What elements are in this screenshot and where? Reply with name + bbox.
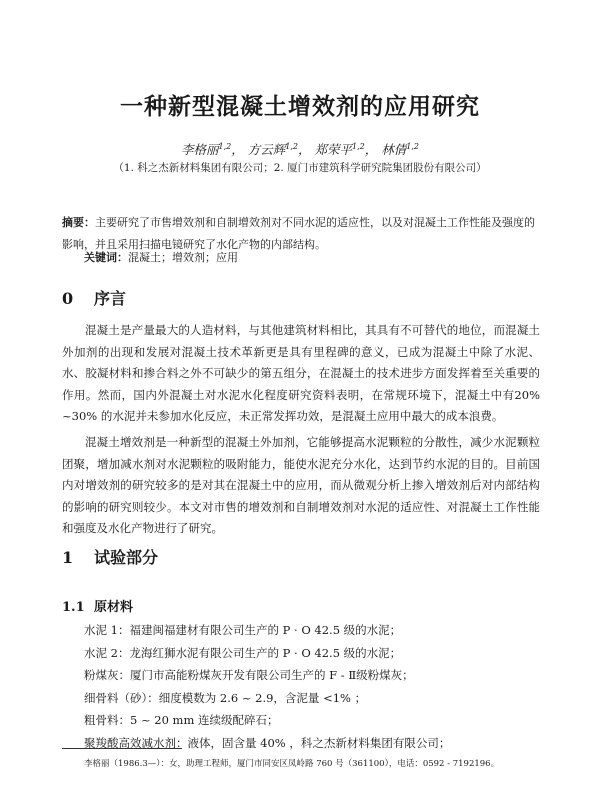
section-heading-experiment: [62, 545, 158, 568]
affiliation: （1. 科之杰新材料集团有限公司；2. 厦门市建筑科学研究院集团股份有限公司）: [113, 162, 487, 174]
author-name: 方云辉: [247, 142, 286, 157]
keywords: [84, 249, 538, 265]
author-name: 郑荣平: [314, 142, 352, 157]
list-item: 粉煤灰：厦门市高能粉煤灰开发有限公司生产的 F - Ⅱ级粉煤灰；: [84, 668, 414, 682]
subsection-title: 原材料: [94, 600, 134, 615]
section-number: 0: [62, 289, 74, 308]
author-affil-mark: 1,2: [352, 141, 365, 151]
footnote-divider: [62, 748, 182, 749]
abstract-label: 摘要：: [62, 216, 95, 229]
subsection-number: 1.1: [62, 600, 85, 615]
materials-list: [84, 619, 540, 754]
list-item: 粗骨料：5 ~ 20 mm 连续级配碎石；: [84, 713, 279, 727]
intro-paragraph-1: 混凝土是产量最大的人造材料，与其他建筑材料相比，其具有不可替代的地位，而混凝土外加剂的出现和发展对混凝土技术革新更是具有里程碑的意义，已成为混凝土中除了水泥、水、胶凝材料和掺合料之外不可缺少的第五组分，在混凝土的技术进步方面发挥着至关重要的作用。然而，国内外混凝土对水泥水化程度研究资料表明，在常规环境下，混凝土中有20% ~30% 的水泥并未参加水化反应，未正常发挥功效，是混凝土应用中最大的成本浪费。: [62, 323, 540, 423]
section-heading-intro: [62, 286, 126, 309]
section-title: 序言: [94, 289, 127, 308]
footnote: 李格丽（1986.3—）：女，助理工程师，厦门市同安区凤岭路 760 号（361100），电话：0592 - 7192196。: [84, 759, 500, 769]
subsection-heading-materials: [62, 596, 133, 615]
section-number: 1: [62, 548, 74, 567]
section-title: 试验部分: [94, 548, 159, 567]
list-item: 细骨料（砂）：细度模数为 2.6 ~ 2.9，含泥量 <1% ；: [84, 690, 367, 705]
author-affil-mark: 1,2: [406, 141, 419, 151]
keywords-text: 混凝土；增效剂；应用: [128, 251, 238, 264]
list-item: 水泥 1：福建闽福建材有限公司生产的 P · O 42.5 级的水泥；: [84, 623, 402, 637]
intro-paragraph-2: 混凝土增效剂是一种新型的混凝土外加剂，它能够提高水泥颗粒的分散性，减少水泥颗粒团聚，增加减水剂对水泥颗粒的吸附能力，能使水泥充分水化，达到节约水泥的目的。目前国内对增效剂的研究较多的是对其在混凝土中的应用，而从微观分析上掺入增效剂后对内部结构的影响的研究则较少。本文对市售的增效剂和自制增效剂对水泥的适应性、对混凝土工作性能和强度及水化产物进行了研究。: [62, 435, 540, 535]
author-affil-mark: 1,2: [285, 141, 298, 151]
author-name: 李格丽: [181, 142, 219, 157]
author-list: 李格丽$^{1,2}$， 方云辉$^{1,2}$， 郑荣平$^{1,2}$， 林倩$^{1,2}$: [181, 141, 419, 157]
paper-title: 一种新型混凝土增效剂的应用研究: [120, 93, 480, 120]
abstract-text: 主要研究了市售增效剂和自制增效剂对不同水泥的适应性，以及对混凝土工作性能及强度的影响，并且采用扫描电镜研究了水化产物的内部结构。: [62, 216, 535, 251]
list-item: 水泥 2：龙海红狮水泥有限公司生产的 P · O 42.5 级的水泥；: [84, 645, 402, 660]
author-affil-mark: 1,2: [218, 141, 232, 151]
keywords-label: 关键词：: [84, 251, 128, 264]
list-item: 聚羧酸高效减水剂：液体，固含量 40% ，科之杰新材料集团有限公司；: [84, 735, 451, 750]
author-name: 林倩: [381, 142, 407, 157]
